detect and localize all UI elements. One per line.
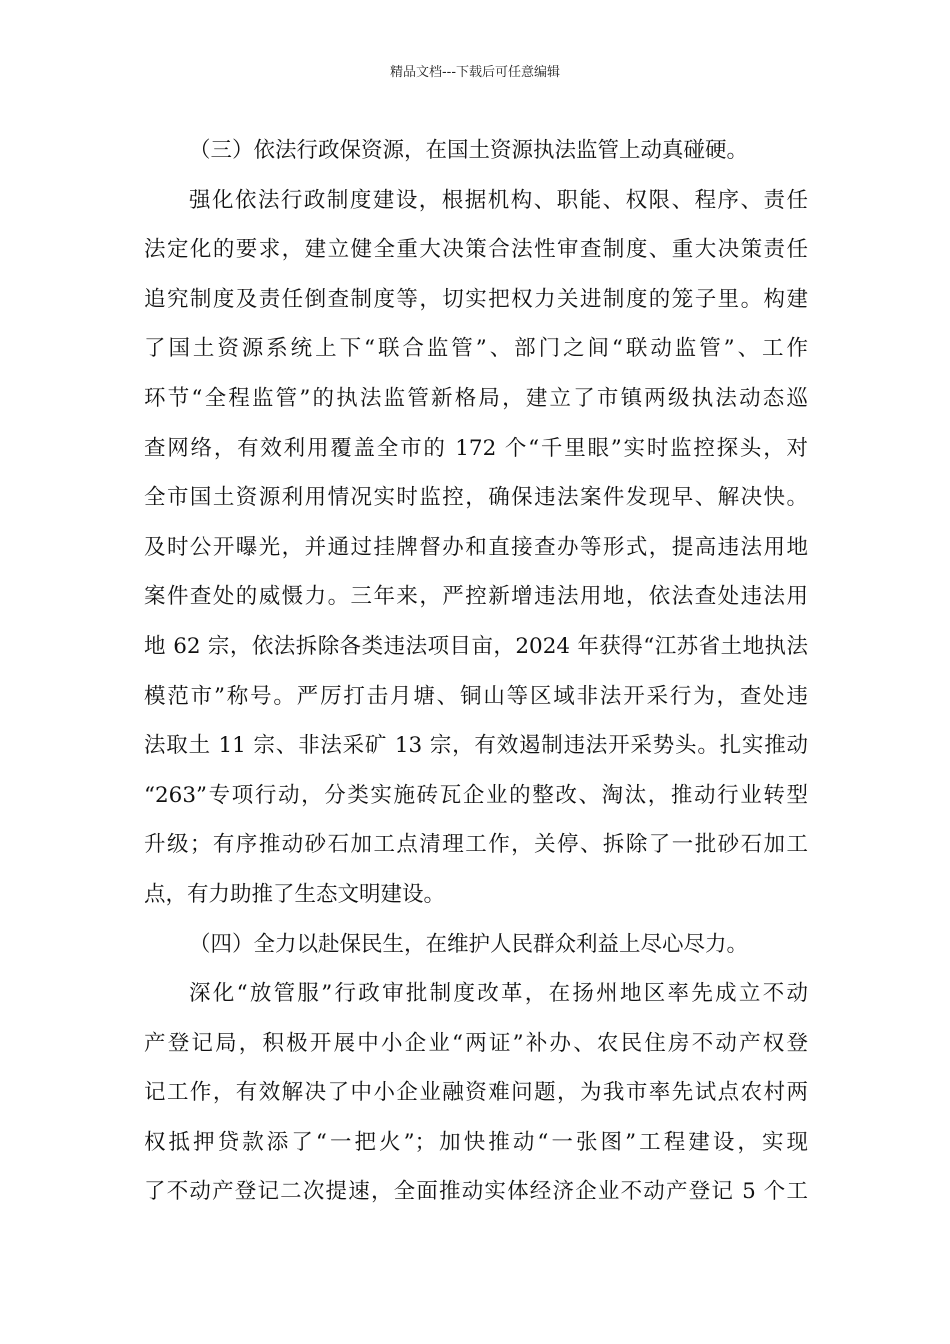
section-heading-4: （四）全力以赴保民生，在维护人民群众利益上尽心尽力。 (189, 931, 749, 957)
paragraph-line: 法取土 11 宗、非法采矿 13 宗，有效遏制违法开采势头。扎实推动 (144, 733, 808, 759)
paragraph-line: 点，有力助推了生态文明建设。 (144, 881, 446, 907)
paragraph-line: 了不动产登记二次提速，全面推动实体经济企业不动产登记 5 个工 (144, 1179, 808, 1205)
paragraph-line: 模范市”称号。严厉打击月塘、铜山等区域非法开采行为，查处违 (144, 683, 808, 709)
paragraph-line: 追究制度及责任倒查制度等，切实把权力关进制度的笼子里。构建 (144, 286, 808, 312)
paragraph-line: 全市国土资源利用情况实时监控，确保违法案件发现早、解决快。 (144, 485, 808, 511)
paragraph-line: 地 62 宗，依法拆除各类违法项目亩，2024 年获得“江苏省土地执法 (144, 633, 808, 659)
paragraph-line: 升级；有序推动砂石加工点清理工作，关停、拆除了一批砂石加工 (144, 832, 808, 858)
paragraph-line: 查网络，有效利用覆盖全市的 172 个“千里眼”实时监控探头，对 (144, 435, 808, 461)
paragraph-line: 记工作，有效解决了中小企业融资难问题，为我市率先试点农村两 (144, 1080, 808, 1106)
paragraph-line: 了国土资源系统上下“联合监管”、部门之间“联动监管”、工作 (144, 336, 808, 362)
document-body (144, 126, 808, 1217)
paragraph-line: 权抵押贷款添了“一把火”；加快推动“一张图”工程建设，实现 (144, 1129, 808, 1155)
paragraph-line: “263”专项行动，分类实施砖瓦企业的整改、淘汰，推动行业转型 (144, 782, 808, 808)
paragraph-line: 强化依法行政制度建设，根据机构、职能、权限、程序、责任 (189, 187, 808, 213)
paragraph-line: 产登记局，积极开展中小企业“两证”补办、农民住房不动产权登 (144, 1030, 808, 1056)
paragraph-line: 深化“放管服”行政审批制度改革，在扬州地区率先成立不动 (189, 981, 808, 1007)
paragraph-line: 环节“全程监管”的执法监管新格局，建立了市镇两级执法动态巡 (144, 385, 808, 411)
section-heading-3: （三）依法行政保资源，在国土资源执法监管上动真碰硬。 (189, 138, 749, 163)
paragraph-line: 案件查处的威慑力。三年来，严控新增违法用地，依法查处违法用 (144, 584, 808, 610)
paragraph-line: 及时公开曝光，并通过挂牌督办和直接查办等形式，提高违法用地 (144, 534, 808, 560)
page-header: 精品文档---下载后可任意编辑 (389, 65, 561, 80)
paragraph-line: 法定化的要求，建立健全重大决策合法性审查制度、重大决策责任 (144, 237, 808, 263)
